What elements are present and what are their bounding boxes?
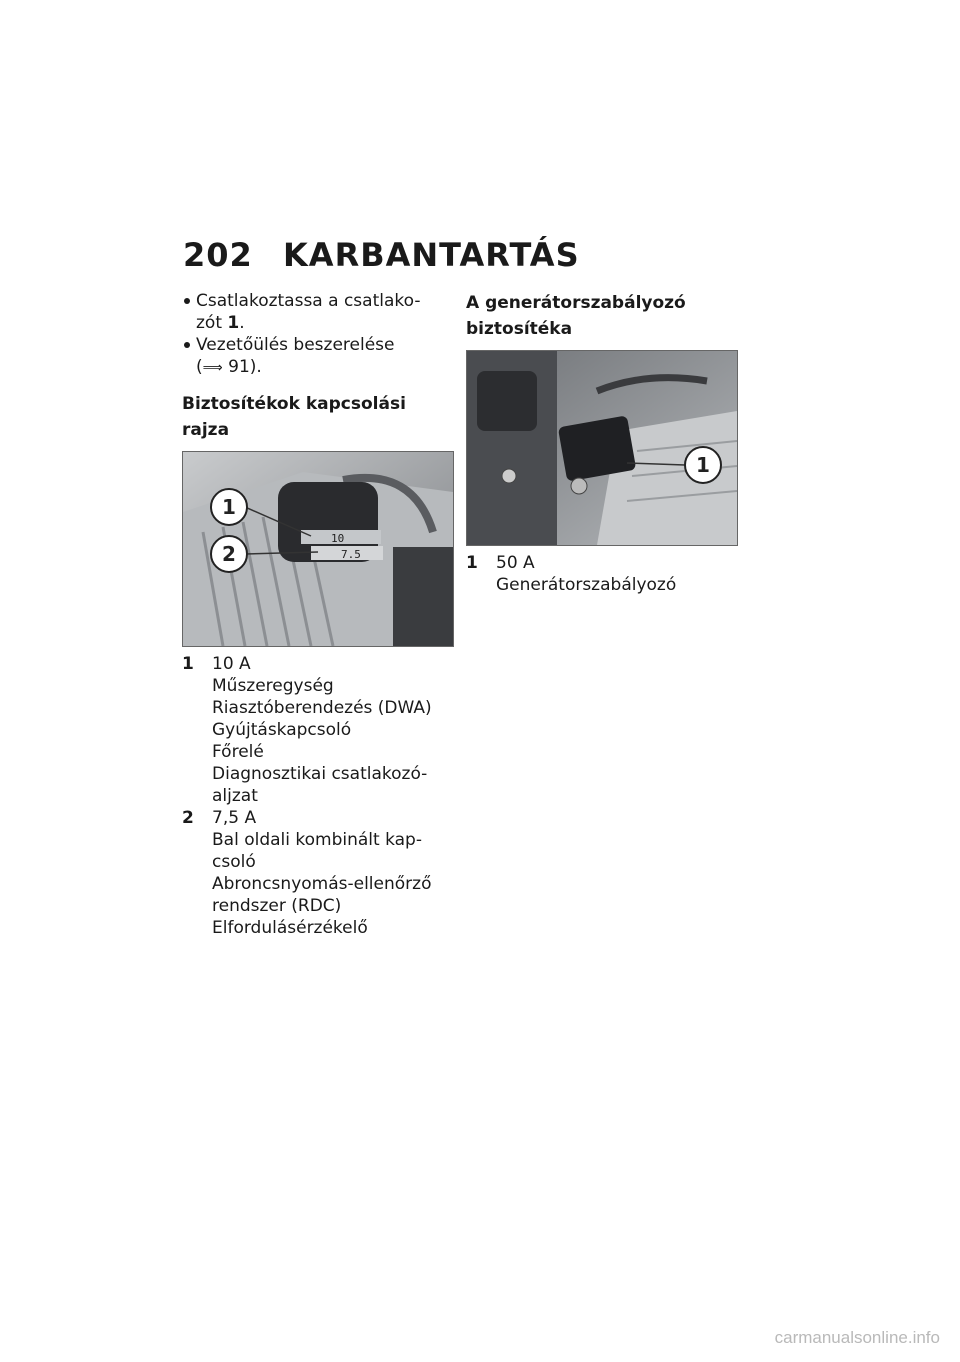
legend-line: 7,5 A <box>212 808 257 828</box>
page-title: KARBANTARTÁS <box>283 236 580 274</box>
legend-line: Diagnosztikai csatlakozó- <box>212 764 428 784</box>
legend-key: 2 <box>182 808 194 828</box>
page-ref-arrow-icon: ⟹ <box>202 360 223 376</box>
legend-item-1 <box>182 653 454 807</box>
legend-line: aljzat <box>212 786 258 806</box>
fuse-diagram-photo <box>182 451 454 647</box>
legend-line: Gyújtáskapcsoló <box>212 720 352 740</box>
generator-fuse-image <box>467 351 737 545</box>
callout-label-2: 2 <box>222 542 236 566</box>
bullet-step-2 <box>182 334 454 379</box>
legend-line: 10 A <box>212 654 251 674</box>
legend-line: Főrelé <box>212 742 264 762</box>
generator-fuse-legend <box>466 552 741 596</box>
callout-reference: 1 <box>227 313 240 333</box>
left-column <box>182 290 454 939</box>
section-title-line: A generátorszabályozó <box>466 293 686 313</box>
legend-line: Riasztóberendezés (DWA) <box>212 698 432 718</box>
fuse-diagram-image <box>183 452 453 646</box>
section-title-line: biztosítéka <box>466 319 573 339</box>
callout-label-1: 1 <box>222 495 236 519</box>
legend-line: Műszeregység <box>212 676 334 696</box>
legend-line: rendszer (RDC) <box>212 896 342 916</box>
legend-line: Elfordulásérzékelő <box>212 918 368 938</box>
generator-fuse-photo <box>466 350 738 546</box>
legend-line: 50 A <box>496 553 535 573</box>
bullet-text: Vezetőülés beszerelése <box>196 335 395 355</box>
bullet-step-1 <box>182 290 454 334</box>
legend-key: 1 <box>466 553 478 573</box>
page-number: 202 <box>183 236 253 274</box>
legend-line: Bal oldali kombinált kap- <box>212 830 422 850</box>
legend-line: Abroncsnyomás-ellenőrző <box>212 874 432 894</box>
callout-label-1: 1 <box>696 453 710 477</box>
legend-item-2 <box>182 807 454 939</box>
legend-line: Generátorszabályozó <box>496 575 677 595</box>
bullet-text: Csatlakoztassa a csatlako- <box>196 291 421 311</box>
legend-item-1 <box>466 552 741 596</box>
page-reference[interactable]: 91). <box>222 357 262 377</box>
section-title <box>466 290 741 342</box>
section-title: Biztosítékok kapcsolási rajza <box>182 394 406 440</box>
legend-key: 1 <box>182 654 194 674</box>
right-column <box>466 290 741 596</box>
watermark: carmanualsonline.info <box>774 1328 940 1347</box>
bullet-text: . <box>239 313 245 333</box>
bullet-text: ( <box>196 357 203 377</box>
legend-line: csoló <box>212 852 256 872</box>
bullet-text: zót <box>196 313 228 333</box>
fuse-legend <box>182 653 454 939</box>
fuse-label-10: 10 <box>331 532 345 545</box>
fuse-label-7-5: 7.5 <box>341 548 361 561</box>
page-header <box>183 236 580 274</box>
